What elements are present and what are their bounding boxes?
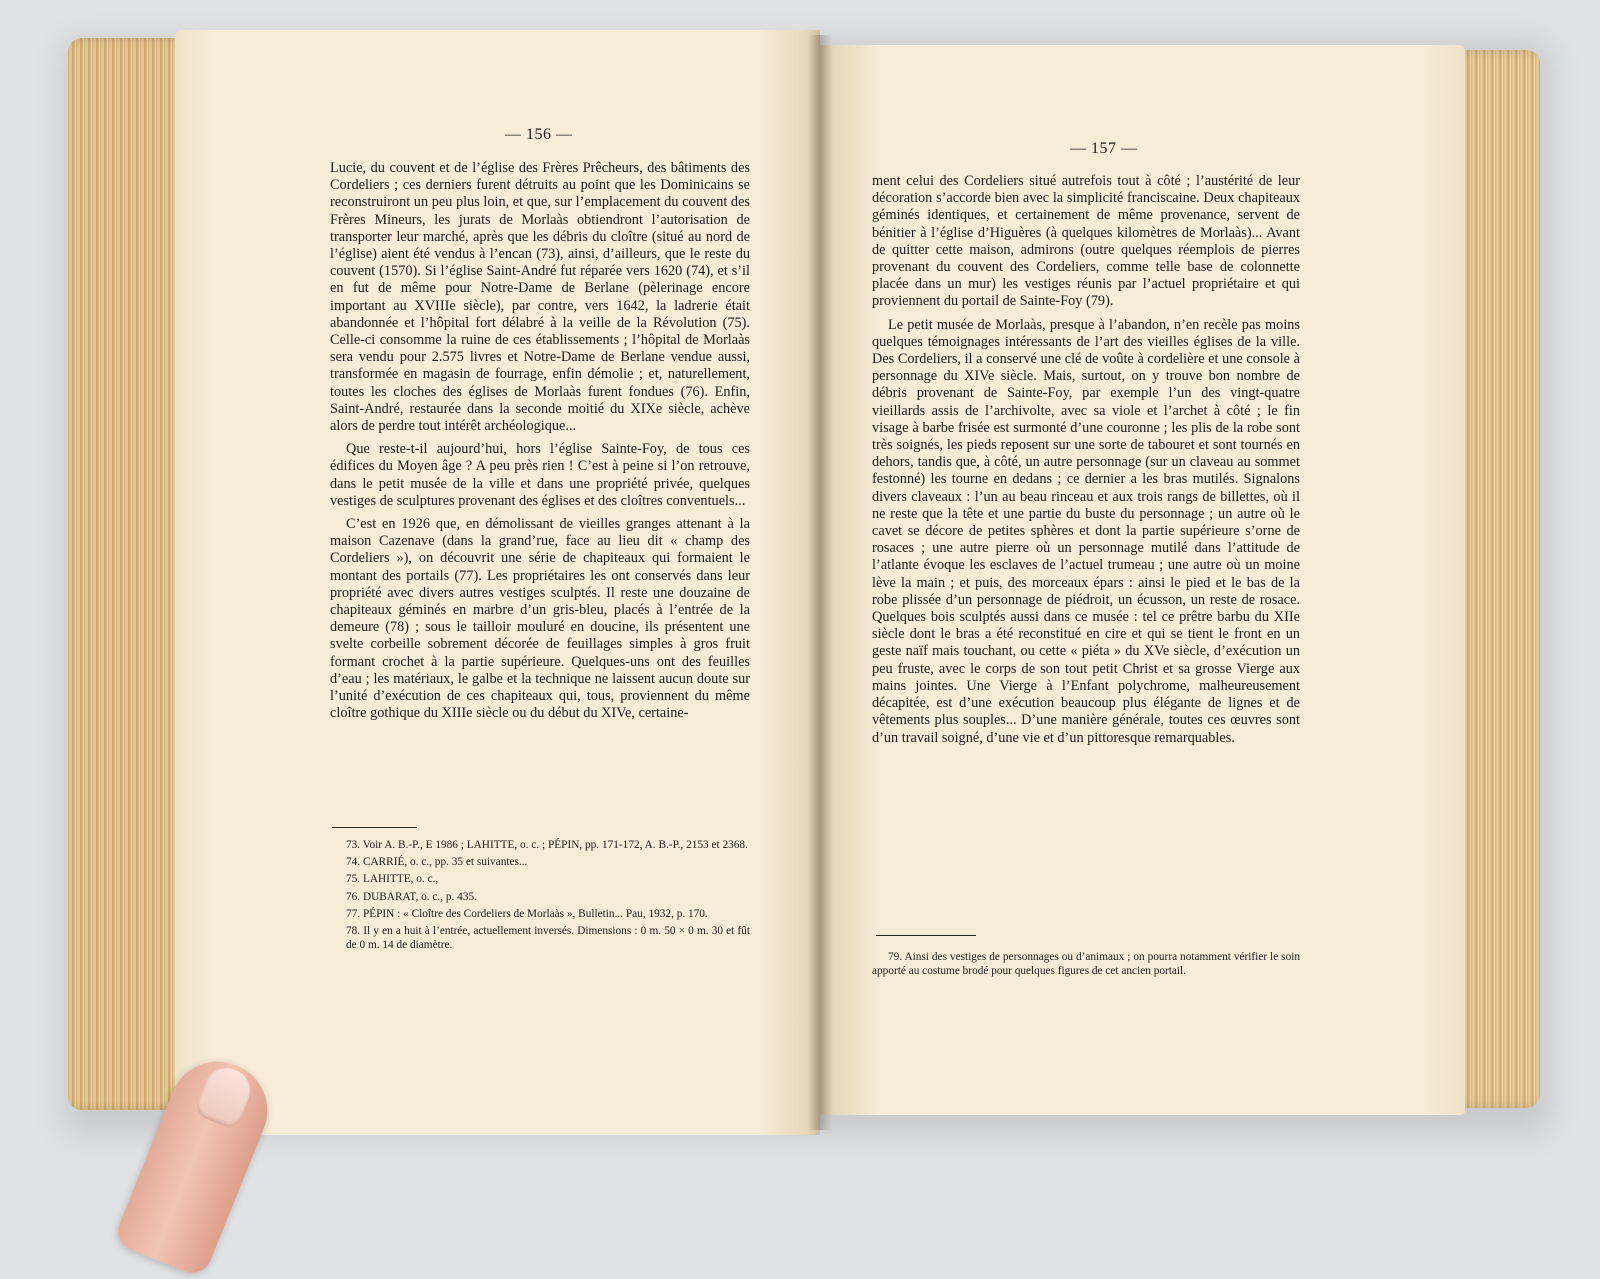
footnote-73: 73. Voir A. B.-P., E 1986 ; LAHITTE, o. c. ; PÉPIN, pp. 171-172, A. B.-P., 2153 et 2368.: [346, 839, 748, 851]
book-gutter: [808, 35, 832, 1130]
left-paragraph-2: Que reste-t-il aujourd’hui, hors l’église Sainte-Foy, de tous ces édifices du Moyen âge ? A peu près rien ! C’est à peine si l’on retrouve, dans le petit musée de la ville et dans une propriété privée, quelques vestiges de sculptures provenant des églises et des cloîtres conventuels...: [330, 441, 750, 509]
right-paragraph-2: Le petit musée de Morlaàs, presque à l’abandon, n’en recèle pas moins quelques témoignages intéressants de l’art des vieilles églises de la ville. Des Cordeliers, il a conservé une clé de voûte à cordelière et une console à personnage du XIVe siècle. Mais, surtout, on y trouve bon nombre de débris provenant de Sainte-Foy, par exemple l’un des vingt-quatre vieillards assis de l’archivolte, avec sa viole et l’archet à côté ; le fin visage à barbe frisée est surmonté d’une couronne ; les plis de la robe sont très soignés, les pieds reposent sur une sorte de tabouret et sont tournés en dehors, tandis que, à côté, un autre personnage (sur un claveau au sommet festonné) les tourne en dedans ; ce dernier a les bras mutilés. Signalons divers claveaux : l’un au beau rinceau et aux trois rangs de billettes, où il ne reste que la tête et une partie du buste du personnage ; un autre où le cavet se décore de petites sphères et dont la partie supérieure s’orne de rosaces ; une autre pierre où un personnage mutilé dans l’attitude de l’atlante évoque les esclaves de l’actuel trumeau ; une autre où un moine lève la main ; et puis, des morceaux épars : ainsi le pied et le bas de la robe plissée d’un personnage de piédroit, un écusson, un reste de rosace. Quelques bois sculptés aussi dans ce musée : tel ce prêtre barbu du XIIe siècle dont le bras a été reconstitué en cire et qui se tient le front en un geste naïf mais touchant, ou cette « piéta » du XVe siècle, d’exécution un peu fruste, avec le corps de son tout petit Christ et sa grosse Vierge aux mains jointes. Une Vierge à l’Enfant polychrome, malheureusement décapitée, est d’une exécution beaucoup plus élégante de lignes et de vêtements plus souples... D’une manière générale, toutes ces œuvres sont d’un travail soigné, d’une vie et d’un pittoresque remarquables.: [872, 316, 1300, 746]
footnote-76: 76. DUBARAT, o. c., p. 435.: [346, 890, 477, 903]
left-page: [175, 30, 820, 1135]
footnote-74: 74. CARRIÉ, o. c., pp. 35 et suivantes...: [346, 856, 528, 869]
left-paragraph-3: C’est en 1926 que, en démolissant de vieilles granges attenant à la maison Cazenave (dans la grand’rue, face au lieu dit « champ des Cordeliers »), on découvrit une série de chapiteaux qui formaient le montant des portails (77). Les propriétaires les ont conservés dans leur propriété avec divers autres vestiges sculptés. Il reste une douzaine de chapiteaux géminés en marbre d’un gris-bleu, placés à l’entrée de la demeure (78) ; sous le tailloir mouluré en doucine, ils présentent une svelte corbeille sobrement décorée de feuillages simples à gros fruit formant crochet à la partie supérieure. Quelques-uns ont des feuilles d’eau ; les matériaux, le galbe et la technique ne laissent aucun doute sur l’unité d’exécution de ces chapiteaux qui, tous, proviennent du même cloître gothique du XIIIe siècle ou du début du XIVe, certaine-: [330, 516, 750, 722]
footnote-75: 75. LAHITTE, o. c.,: [346, 873, 439, 886]
right-page-number: — 157 —: [1070, 140, 1138, 157]
left-paragraph-1: Lucie, du couvent et de l’église des Frères Prêcheurs, des bâtiments des Cordeliers ; ces derniers furent détruits au point que les Dominicains se reconstruiront un peu plus loin, et que, sur l’emplacement du couvent des Frères Mineurs, les jurats de Morlaàs obtiendront l’autorisation de transporter leur marché, après que les débris du cloître (situé au nord de l’église) aient été vendus à l’encan (73), ainsi, d’ailleurs, que le reste du couvent (1570). Si l’église Saint-André fut réparée vers 1620 (74), et s’il en fut de même pour Notre-Dame de Berlane (pèlerinage encore important au XVIIIe siècle), par contre, vers 1642, la ladrerie était abandonnée et l’hôpital fort délabré à la veille de la Révolution (75). Celle-ci consomme la ruine de ces établissements ; l’hôpital de Morlaàs sera vendu pour 2.575 livres et Notre-Dame de Berlane vendue aussi, transformée en magasin de fourrage, enfin démolie ; et, naturellement, toutes les cloches des églises de Morlaàs furent fondues (76). Enfin, Saint-André, restaurée dans la seconde moitié du XIXe siècle, achève alors de perdre tout intérêt archéologique...: [330, 160, 750, 435]
right-footnotes: [872, 950, 1300, 981]
footnote-78: 78. Il y en a huit à l’entrée, actuellement inversés. Dimensions : 0 m. 50 × 0 m. 30 et fût de 0 m. 14 de diamètre.: [346, 925, 750, 952]
left-footnote-rule: [332, 827, 417, 828]
left-page-body: [330, 160, 750, 723]
left-footnotes: [330, 838, 750, 955]
right-page-body: [872, 173, 1300, 747]
right-paragraph-1: ment celui des Cordeliers situé autrefois tout à côté ; l’austérité de leur décoration s’accorde bien avec la simplicité franciscaine. Deux chapiteaux géminés identiques, et certainement de même provenance, servent de bénitier à l’église d’Higuères (à quelques kilomètres de Morlaàs)... Avant de quitter cette maison, admirons (outre quelques réemplois de pierres provenant du couvent des Cordeliers, comme telle base de colonnette placée dans un mur) les vestiges réunis par l’actuel propriétaire et qui proviennent du portail de Sainte-Foy (79).: [872, 173, 1300, 310]
left-page-number: — 156 —: [505, 126, 573, 143]
footnote-77: 77. PÉPIN : « Cloître des Cordeliers de Morlaàs », Bulletin... Pau, 1932, p. 170.: [346, 907, 708, 920]
footnote-79: 79. Ainsi des vestiges de personnages ou d’animaux ; on pourra notamment vérifier le soin apporté au costume brodé pour quelques figures de cet ancien portail.: [872, 951, 1300, 978]
right-page-edges: [1455, 50, 1540, 1108]
right-footnote-rule: [876, 935, 976, 936]
right-page: [820, 45, 1465, 1115]
